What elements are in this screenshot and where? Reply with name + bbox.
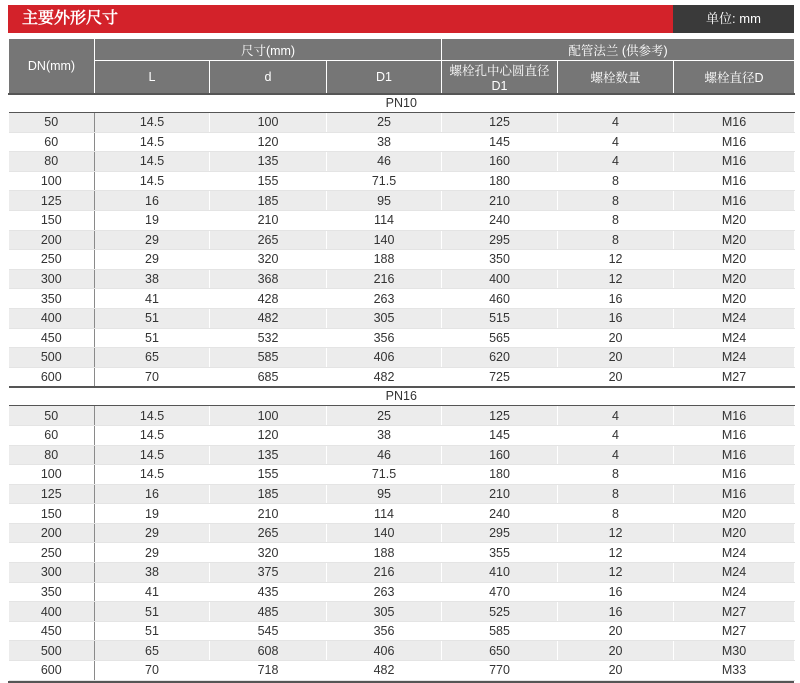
d-cell: 185 — [210, 191, 327, 211]
bolt-diameter-cell: M20 — [674, 269, 795, 289]
d-cell: 100 — [210, 113, 327, 133]
col-group-flange: 配管法兰 (供参考) — [442, 39, 795, 61]
bolt-circle-cell: 350 — [442, 250, 558, 270]
dimensions-table — [8, 38, 795, 681]
dn-cell: 600 — [9, 661, 95, 681]
bolt-count-cell: 20 — [558, 641, 674, 661]
l-cell: 16 — [95, 484, 210, 504]
d-cell: 265 — [210, 523, 327, 543]
dn-cell: 600 — [9, 367, 95, 387]
bolt-diameter-cell: M16 — [674, 113, 795, 133]
table-row — [9, 523, 795, 543]
l-cell: 51 — [95, 328, 210, 348]
bolt-count-cell: 4 — [558, 113, 674, 133]
bolt-diameter-cell: M27 — [674, 367, 795, 387]
bolt-circle-cell: 620 — [442, 348, 558, 368]
dn-cell: 350 — [9, 582, 95, 602]
dn-cell: 200 — [9, 230, 95, 250]
bolt-diameter-cell: M16 — [674, 152, 795, 172]
d1-cell: 46 — [327, 152, 442, 172]
d1-cell: 216 — [327, 563, 442, 583]
d-cell: 685 — [210, 367, 327, 387]
bolt-circle-cell: 240 — [442, 504, 558, 524]
d1-cell: 482 — [327, 367, 442, 387]
dn-cell: 400 — [9, 308, 95, 328]
d1-cell: 216 — [327, 269, 442, 289]
l-cell: 14.5 — [95, 152, 210, 172]
d1-cell: 95 — [327, 484, 442, 504]
d1-cell: 25 — [327, 113, 442, 133]
l-cell: 29 — [95, 230, 210, 250]
bolt-count-cell: 16 — [558, 602, 674, 622]
dn-cell: 450 — [9, 621, 95, 641]
table-row — [9, 484, 795, 504]
d-cell: 375 — [210, 563, 327, 583]
d-cell: 585 — [210, 348, 327, 368]
table-row — [9, 504, 795, 524]
bolt-diameter-cell: M24 — [674, 328, 795, 348]
bolt-count-cell: 4 — [558, 425, 674, 445]
table-row — [9, 152, 795, 172]
dn-cell: 200 — [9, 523, 95, 543]
d1-cell: 356 — [327, 328, 442, 348]
dn-cell: 250 — [9, 250, 95, 270]
bolt-circle-cell: 400 — [442, 269, 558, 289]
bolt-diameter-cell: M33 — [674, 661, 795, 681]
table-row — [9, 582, 795, 602]
l-cell: 14.5 — [95, 132, 210, 152]
dn-cell: 400 — [9, 602, 95, 622]
d1-cell: 188 — [327, 543, 442, 563]
l-cell: 14.5 — [95, 465, 210, 485]
table-row — [9, 563, 795, 583]
bolt-circle-cell: 770 — [442, 661, 558, 681]
table-row — [9, 250, 795, 270]
table-row — [9, 425, 795, 445]
bolt-diameter-cell: M16 — [674, 191, 795, 211]
bolt-count-cell: 12 — [558, 269, 674, 289]
bolt-count-cell: 8 — [558, 484, 674, 504]
dn-cell: 100 — [9, 171, 95, 191]
bolt-circle-cell: 460 — [442, 289, 558, 309]
dn-cell: 250 — [9, 543, 95, 563]
table-row — [9, 445, 795, 465]
bolt-circle-cell: 210 — [442, 191, 558, 211]
d1-cell: 406 — [327, 348, 442, 368]
bolt-circle-cell: 565 — [442, 328, 558, 348]
d-cell: 135 — [210, 152, 327, 172]
d1-cell: 188 — [327, 250, 442, 270]
l-cell: 14.5 — [95, 171, 210, 191]
bolt-diameter-cell: M16 — [674, 406, 795, 426]
d1-cell: 71.5 — [327, 171, 442, 191]
d-cell: 120 — [210, 132, 327, 152]
d-cell: 532 — [210, 328, 327, 348]
bolt-circle-cell: 355 — [442, 543, 558, 563]
bolt-count-cell: 20 — [558, 661, 674, 681]
page-title: 主要外形尺寸 — [8, 5, 673, 33]
bolt-diameter-cell: M16 — [674, 132, 795, 152]
bolt-diameter-cell: M16 — [674, 445, 795, 465]
bolt-diameter-cell: M20 — [674, 250, 795, 270]
col-header-d1: D1 — [327, 61, 442, 95]
l-cell: 38 — [95, 269, 210, 289]
d-cell: 435 — [210, 582, 327, 602]
section-header-row — [9, 94, 795, 113]
bolt-circle-cell: 125 — [442, 113, 558, 133]
d-cell: 428 — [210, 289, 327, 309]
bolt-count-cell: 16 — [558, 582, 674, 602]
bolt-diameter-cell: M16 — [674, 171, 795, 191]
bolt-count-cell: 20 — [558, 348, 674, 368]
d1-cell: 114 — [327, 210, 442, 230]
col-header-bolt-count: 螺栓数量 — [558, 61, 674, 95]
col-header-bolt-diameter: 螺栓直径D — [674, 61, 795, 95]
l-cell: 16 — [95, 191, 210, 211]
bolt-diameter-cell: M20 — [674, 523, 795, 543]
bolt-circle-cell: 470 — [442, 582, 558, 602]
table-row — [9, 289, 795, 309]
bolt-count-cell: 8 — [558, 210, 674, 230]
bolt-circle-cell: 180 — [442, 171, 558, 191]
l-cell: 38 — [95, 563, 210, 583]
d-cell: 120 — [210, 425, 327, 445]
bolt-diameter-cell: M24 — [674, 348, 795, 368]
table-row — [9, 308, 795, 328]
dn-cell: 450 — [9, 328, 95, 348]
section-label: PN10 — [9, 94, 795, 113]
bolt-count-cell: 8 — [558, 230, 674, 250]
dn-cell: 60 — [9, 425, 95, 445]
table-row — [9, 348, 795, 368]
bolt-circle-cell: 160 — [442, 445, 558, 465]
bolt-diameter-cell: M24 — [674, 543, 795, 563]
d1-cell: 95 — [327, 191, 442, 211]
bolt-count-cell: 4 — [558, 152, 674, 172]
dn-cell: 150 — [9, 504, 95, 524]
bolt-diameter-cell: M16 — [674, 425, 795, 445]
bolt-count-cell: 20 — [558, 328, 674, 348]
d1-cell: 356 — [327, 621, 442, 641]
bolt-count-cell: 20 — [558, 621, 674, 641]
table-row — [9, 132, 795, 152]
d1-cell: 305 — [327, 308, 442, 328]
bolt-count-cell: 16 — [558, 289, 674, 309]
bolt-diameter-cell: M20 — [674, 230, 795, 250]
table-row — [9, 269, 795, 289]
table-row — [9, 191, 795, 211]
table-row — [9, 543, 795, 563]
table-row — [9, 367, 795, 387]
d-cell: 210 — [210, 504, 327, 524]
l-cell: 14.5 — [95, 113, 210, 133]
section-header-row — [9, 387, 795, 406]
bolt-circle-cell: 585 — [442, 621, 558, 641]
l-cell: 19 — [95, 504, 210, 524]
table-row — [9, 465, 795, 485]
l-cell: 29 — [95, 250, 210, 270]
bolt-diameter-cell: M24 — [674, 308, 795, 328]
pn10-section — [9, 94, 795, 387]
bolt-diameter-cell: M30 — [674, 641, 795, 661]
bolt-circle-cell: 515 — [442, 308, 558, 328]
d-cell: 135 — [210, 445, 327, 465]
bolt-count-cell: 16 — [558, 308, 674, 328]
d1-cell: 46 — [327, 445, 442, 465]
table-row — [9, 661, 795, 681]
d1-cell: 263 — [327, 289, 442, 309]
l-cell: 29 — [95, 523, 210, 543]
d-cell: 100 — [210, 406, 327, 426]
l-cell: 70 — [95, 661, 210, 681]
l-cell: 41 — [95, 582, 210, 602]
table-row — [9, 210, 795, 230]
d-cell: 155 — [210, 171, 327, 191]
bolt-count-cell: 20 — [558, 367, 674, 387]
bolt-diameter-cell: M20 — [674, 210, 795, 230]
bolt-circle-cell: 295 — [442, 230, 558, 250]
dn-cell: 350 — [9, 289, 95, 309]
d-cell: 485 — [210, 602, 327, 622]
bolt-diameter-cell: M24 — [674, 563, 795, 583]
bolt-count-cell: 12 — [558, 563, 674, 583]
dn-cell: 60 — [9, 132, 95, 152]
title-bar — [0, 0, 800, 34]
section-label: PN16 — [9, 387, 795, 406]
l-cell: 41 — [95, 289, 210, 309]
dn-cell: 50 — [9, 113, 95, 133]
bolt-circle-cell: 180 — [442, 465, 558, 485]
bolt-diameter-cell: M16 — [674, 484, 795, 504]
col-header-d: d — [210, 61, 327, 95]
col-header-bolt-circle: 螺栓孔中心圆直径D1 — [442, 61, 558, 95]
bolt-circle-cell: 125 — [442, 406, 558, 426]
table-header — [9, 39, 795, 95]
d1-cell: 140 — [327, 230, 442, 250]
bolt-count-cell: 4 — [558, 132, 674, 152]
bolt-circle-cell: 525 — [442, 602, 558, 622]
bolt-diameter-cell: M27 — [674, 602, 795, 622]
bolt-diameter-cell: M24 — [674, 582, 795, 602]
bolt-count-cell: 4 — [558, 406, 674, 426]
table-row — [9, 621, 795, 641]
d-cell: 482 — [210, 308, 327, 328]
bolt-count-cell: 4 — [558, 445, 674, 465]
d-cell: 545 — [210, 621, 327, 641]
d-cell: 718 — [210, 661, 327, 681]
table-row — [9, 113, 795, 133]
table-row — [9, 171, 795, 191]
l-cell: 51 — [95, 602, 210, 622]
l-cell: 29 — [95, 543, 210, 563]
bolt-count-cell: 8 — [558, 171, 674, 191]
d-cell: 368 — [210, 269, 327, 289]
d-cell: 320 — [210, 543, 327, 563]
bolt-diameter-cell: M20 — [674, 289, 795, 309]
l-cell: 65 — [95, 641, 210, 661]
dn-cell: 125 — [9, 484, 95, 504]
dn-cell: 80 — [9, 445, 95, 465]
d1-cell: 263 — [327, 582, 442, 602]
dn-cell: 100 — [9, 465, 95, 485]
l-cell: 14.5 — [95, 425, 210, 445]
col-header-l: L — [95, 61, 210, 95]
l-cell: 19 — [95, 210, 210, 230]
d1-cell: 305 — [327, 602, 442, 622]
l-cell: 51 — [95, 308, 210, 328]
bolt-circle-cell: 240 — [442, 210, 558, 230]
dn-cell: 500 — [9, 348, 95, 368]
d-cell: 608 — [210, 641, 327, 661]
d-cell: 185 — [210, 484, 327, 504]
dn-cell: 150 — [9, 210, 95, 230]
pn16-section — [9, 387, 795, 680]
bolt-circle-cell: 295 — [442, 523, 558, 543]
bolt-count-cell: 12 — [558, 250, 674, 270]
bolt-circle-cell: 160 — [442, 152, 558, 172]
d1-cell: 140 — [327, 523, 442, 543]
d1-cell: 38 — [327, 132, 442, 152]
bolt-diameter-cell: M20 — [674, 504, 795, 524]
dn-cell: 300 — [9, 269, 95, 289]
d1-cell: 406 — [327, 641, 442, 661]
bolt-diameter-cell: M16 — [674, 465, 795, 485]
dn-cell: 50 — [9, 406, 95, 426]
bolt-circle-cell: 210 — [442, 484, 558, 504]
table-row — [9, 602, 795, 622]
d1-cell: 482 — [327, 661, 442, 681]
d-cell: 210 — [210, 210, 327, 230]
dn-cell: 125 — [9, 191, 95, 211]
bolt-circle-cell: 145 — [442, 132, 558, 152]
bolt-count-cell: 12 — [558, 543, 674, 563]
l-cell: 14.5 — [95, 406, 210, 426]
d-cell: 155 — [210, 465, 327, 485]
bolt-count-cell: 8 — [558, 191, 674, 211]
dn-cell: 80 — [9, 152, 95, 172]
dn-cell: 500 — [9, 641, 95, 661]
col-header-dn: DN(mm) — [9, 39, 95, 95]
dn-cell: 300 — [9, 563, 95, 583]
table-row — [9, 328, 795, 348]
d-cell: 320 — [210, 250, 327, 270]
bolt-count-cell: 8 — [558, 504, 674, 524]
bolt-circle-cell: 650 — [442, 641, 558, 661]
l-cell: 14.5 — [95, 445, 210, 465]
table-row — [9, 230, 795, 250]
bolt-circle-cell: 145 — [442, 425, 558, 445]
table-row — [9, 641, 795, 661]
d1-cell: 71.5 — [327, 465, 442, 485]
l-cell: 65 — [95, 348, 210, 368]
unit-label: 单位: mm — [673, 5, 794, 33]
bolt-diameter-cell: M27 — [674, 621, 795, 641]
d1-cell: 114 — [327, 504, 442, 524]
d-cell: 265 — [210, 230, 327, 250]
d1-cell: 38 — [327, 425, 442, 445]
col-group-dimensions: 尺寸(mm) — [95, 39, 442, 61]
bolt-circle-cell: 410 — [442, 563, 558, 583]
bolt-count-cell: 8 — [558, 465, 674, 485]
table-row — [9, 406, 795, 426]
d1-cell: 25 — [327, 406, 442, 426]
bolt-count-cell: 12 — [558, 523, 674, 543]
l-cell: 70 — [95, 367, 210, 387]
bolt-circle-cell: 725 — [442, 367, 558, 387]
l-cell: 51 — [95, 621, 210, 641]
